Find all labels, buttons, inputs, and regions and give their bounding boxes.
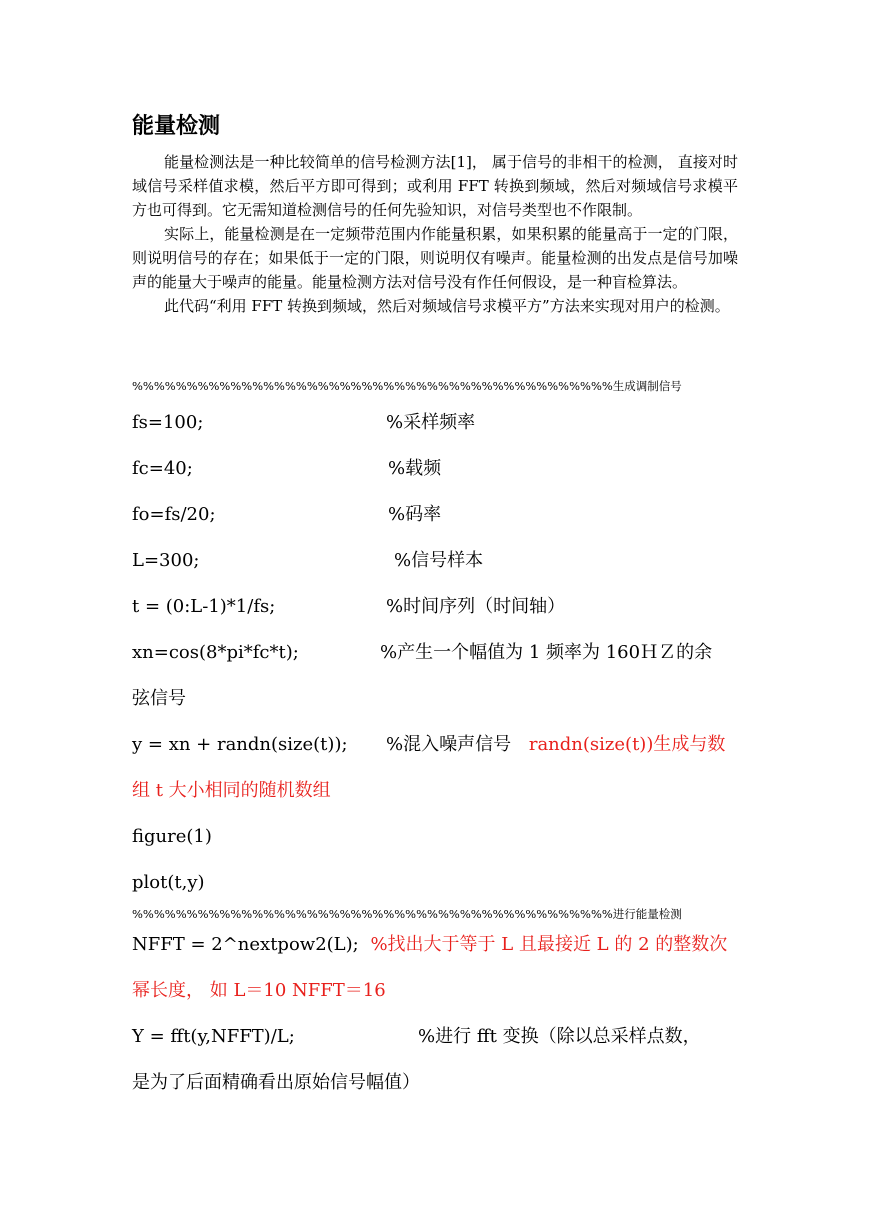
code-line-xn-cont (132, 676, 752, 722)
code-comment: %产生一个幅值为 1 频率为 160ＨＺ的余 (380, 642, 713, 663)
code-comment: %时间序列（时间轴） (386, 596, 566, 617)
code-line-l (132, 538, 752, 584)
code-line-y (132, 722, 752, 768)
code-text: fc=40; (132, 458, 193, 479)
code-text: xn=cos(8*pi*fc*t); (132, 642, 299, 663)
code-note-cont: 幂长度， 如 L＝10 NFFT＝16 (132, 980, 386, 1001)
code-text: t = (0:L-1)*1/fs; (132, 596, 276, 617)
code-line-fs (132, 400, 752, 446)
code-line-figure: figure(1) (132, 826, 212, 847)
code-text: y = xn + randn(size(t)); (132, 734, 348, 755)
code-text: NFFT = 2^nextpow2(L); (132, 934, 359, 955)
separator-energy-detection: %%%%%%%%%%%%%%%%%%%%%%%%%%%%%%%%%%%%%%%%%%%%进行能量检测 (132, 907, 682, 921)
code-comment: %采样频率 (386, 412, 476, 433)
code-line-nfft (132, 922, 752, 968)
paragraph-3: 此代码“利用 FFT 转换到频域，然后对频域信号求模平方”方法来实现对用户的检测。 (164, 297, 730, 315)
code-line-fo (132, 492, 752, 538)
paragraph-1: 能量检测法是一种比较简单的信号检测方法[1]， 属于信号的非相干的检测， 直接对时域信号采样值求模，然后平方即可得到；或利用 FFT 转换到频域，然后对频域信号求模平方也可得到。它无需知道检测信号的任何先验知识，对信号类型也不作限制。 (132, 153, 738, 219)
code-comment: %进行 fft 变换（除以总采样点数， (418, 1026, 701, 1047)
code-text: Y = fft(y,NFFT)/L; (132, 1026, 295, 1047)
code-comment: %混入噪声信号 (386, 734, 512, 755)
code-comment: %载频 (388, 458, 442, 479)
code-note-cont: 组 t 大小相同的随机数组 (132, 780, 331, 801)
code-comment: %信号样本 (394, 550, 484, 571)
code-note: randn(size(t))生成与数 (528, 734, 726, 755)
separator-generate-signal: %%%%%%%%%%%%%%%%%%%%%%%%%%%%%%%%%%%%%%%%%%%%生成调制信号 (132, 379, 682, 393)
code-line-fft (132, 1014, 752, 1060)
code-line-t (132, 584, 752, 630)
code-line-fft-cont: 是为了后面精确看出原始信号幅值） (132, 1072, 420, 1093)
code-text: fs=100; (132, 412, 204, 433)
code-line-plot: plot(t,y) (132, 872, 205, 893)
code-text: 弦信号 (132, 688, 186, 709)
paragraph-2: 实际上，能量检测是在一定频带范围内作能量积累，如果积累的能量高于一定的门限，则说明信号的存在；如果低于一定的门限，则说明仅有噪声。能量检测的出发点是信号加噪声的能量大于噪声的能量。能量检测方法对信号没有作任何假设，是一种盲检算法。 (132, 225, 738, 291)
code-line-xn (132, 630, 752, 676)
intro-text (132, 150, 738, 318)
page-title: 能量检测 (132, 114, 221, 139)
code-note: %找出大于等于 L 且最接近 L 的 2 的整数次 (370, 934, 728, 955)
code-text: L=300; (132, 550, 200, 571)
code-comment: %码率 (388, 504, 442, 525)
code-line-fc (132, 446, 752, 492)
code-comment-group (386, 722, 725, 768)
code-text: fo=fs/20; (132, 504, 216, 525)
